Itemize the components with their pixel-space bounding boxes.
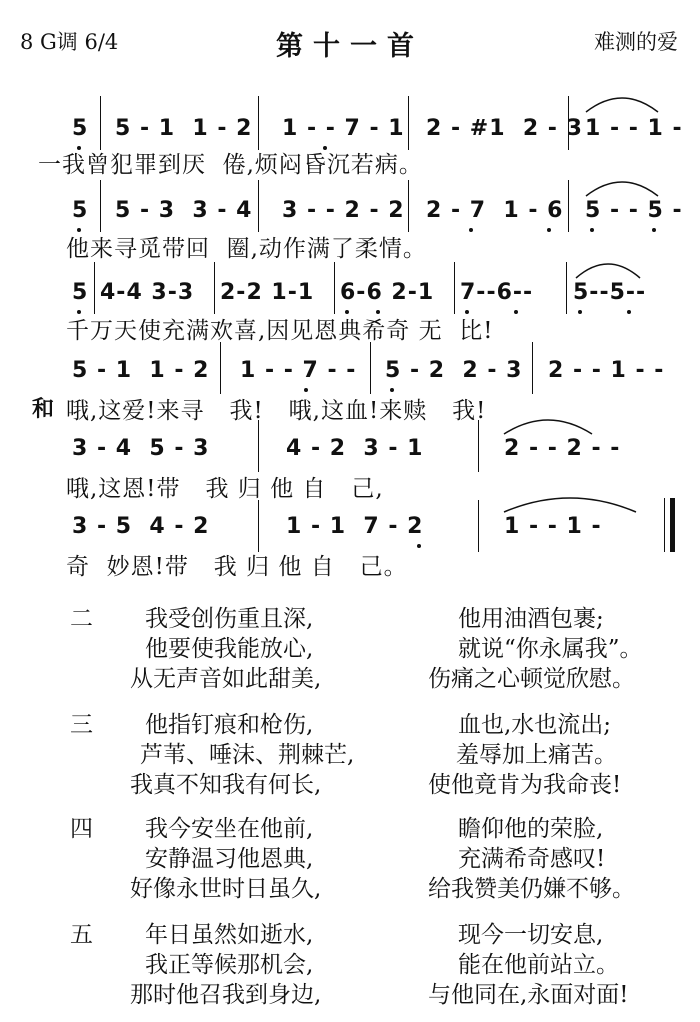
- lyric-line: 他来寻觅带回 圈,动作满了柔情。: [66, 236, 427, 262]
- hymn-subtitle: 难测的爱: [594, 30, 678, 54]
- verse-line-second-half: 充满希奇感叹!: [458, 846, 606, 872]
- measure: 2 - - 2 - -: [504, 436, 621, 461]
- bar-line: [478, 420, 479, 472]
- verse-number: 五: [70, 922, 93, 948]
- measure: 2-2 1-1: [220, 280, 315, 305]
- measure: 2 - - 1 - -: [548, 358, 665, 383]
- low-octave-dot: [652, 228, 656, 232]
- final-bar-line-thick: [670, 498, 675, 552]
- bar-line: [100, 96, 101, 150]
- verse-line-first-half: 我受创伤重且深,: [145, 606, 314, 632]
- bar-line: [220, 342, 221, 394]
- pickup-note: 5: [72, 116, 89, 141]
- measure: 5 - - 5 -: [585, 198, 683, 223]
- low-octave-dot: [514, 310, 518, 314]
- measure: 2 - #1 2 - 3: [426, 116, 583, 141]
- key-time-signature: 8 G调 6/4: [20, 30, 119, 54]
- measure: 5--5--: [573, 280, 647, 305]
- bar-line: [94, 262, 95, 314]
- verse-line-second-half: 就说“你永属我”。: [458, 636, 643, 662]
- measure: 1 - - 7 - -: [240, 358, 357, 383]
- chorus-label: 和: [32, 396, 55, 422]
- low-octave-dot: [578, 310, 582, 314]
- bar-line: [258, 180, 259, 232]
- bar-line: [100, 180, 101, 232]
- tie-arc: [500, 492, 640, 516]
- low-octave-dot: [627, 310, 631, 314]
- measure: 3 - 5 4 - 2: [72, 514, 210, 539]
- verse-line-first-half: 年日虽然如逝水,: [145, 922, 314, 948]
- hymn-title: 第十一首: [276, 31, 424, 62]
- bar-line: [258, 420, 259, 472]
- tie-arc: [572, 258, 644, 282]
- verse-line-second-half: 羞辱加上痛苦。: [456, 742, 617, 768]
- low-octave-dot: [417, 544, 421, 548]
- measure: 6-6 2-1: [340, 280, 435, 305]
- verse-line-first-half: 他要使我能放心,: [145, 636, 314, 662]
- verse-line-first-half: 我正等候那机会,: [145, 952, 314, 978]
- verse-line-second-half: 瞻仰他的荣脸,: [458, 816, 604, 842]
- verse-number: 四: [70, 816, 93, 842]
- lyric-line: 哦,这恩!带 我 归 他 自 己,: [66, 476, 384, 502]
- measure: 7--6--: [460, 280, 534, 305]
- low-octave-dot: [590, 228, 594, 232]
- measure: 3 - - 2 - 2: [282, 198, 405, 223]
- lyric-line: 千万天使充满欢喜,因见恩典希奇 无 比!: [66, 318, 494, 344]
- measure: 5 - 1 1 - 2: [72, 358, 210, 383]
- verse-number: 二: [70, 606, 93, 632]
- lyric-line: 哦,这爱!来寻 我! 哦,这血!来赎 我!: [66, 398, 487, 424]
- bar-line: [568, 180, 569, 232]
- verse-line-second-half: 伤痛之心顿觉欣慰。: [428, 666, 635, 692]
- measure: 1 - - 1 -: [504, 514, 602, 539]
- measure: 3 - 4 5 - 3: [72, 436, 210, 461]
- pickup-note: 5: [72, 198, 89, 223]
- verse-line-first-half: 芦苇、唾沫、荆棘芒,: [140, 742, 355, 768]
- low-octave-dot: [469, 228, 473, 232]
- lyric-line: 奇 妙恩!带 我 归 他 自 己。: [66, 554, 408, 580]
- bar-line: [214, 262, 215, 314]
- verse-line-second-half: 与他同在,永面对面!: [428, 982, 629, 1008]
- tie-arc: [500, 414, 596, 438]
- verse-line-first-half: 安静温习他恩典,: [145, 846, 314, 872]
- low-octave-dot: [547, 228, 551, 232]
- bar-line: [408, 96, 409, 150]
- measure: 4-4 3-3: [100, 280, 195, 305]
- bar-line: [408, 180, 409, 232]
- verse-line-first-half: 我真不知我有何长,: [130, 772, 322, 798]
- measure: 5 - 2 2 - 3: [385, 358, 523, 383]
- measure: 1 - 1 7 - 2: [286, 514, 424, 539]
- verse-line-second-half: 他用油酒包裹;: [458, 606, 604, 632]
- verse-number: 三: [70, 712, 93, 738]
- measure: 2 - 7 1 - 6: [426, 198, 564, 223]
- bar-line: [478, 500, 479, 552]
- measure: 1 - - 1 -: [585, 116, 683, 141]
- measure: 1 - - 7 - 1: [282, 116, 405, 141]
- bar-line: [370, 342, 371, 394]
- bar-line: [258, 500, 259, 552]
- final-bar-line-thin: [664, 498, 665, 552]
- verse-line-second-half: 能在他前站立。: [458, 952, 619, 978]
- measure: 5 - 1 1 - 2: [115, 116, 253, 141]
- bar-line: [568, 96, 569, 150]
- bar-line: [532, 342, 533, 394]
- verse-line-first-half: 我今安坐在他前,: [145, 816, 314, 842]
- pickup-note: 5: [72, 280, 89, 305]
- verse-line-first-half: 那时他召我到身边,: [130, 982, 322, 1008]
- verse-line-second-half: 现今一切安息,: [458, 922, 604, 948]
- measure: 4 - 2 3 - 1: [286, 436, 424, 461]
- tie-arc: [582, 92, 662, 116]
- lyric-line: 一我曾犯罪到厌 倦,烦闷昏沉若病。: [38, 152, 423, 178]
- measure: 5 - 3 3 - 4: [115, 198, 253, 223]
- bar-line: [454, 262, 455, 314]
- verse-line-first-half: 他指钉痕和枪伤,: [145, 712, 314, 738]
- verse-line-second-half: 给我赞美仍嫌不够。: [428, 876, 635, 902]
- verse-line-second-half: 使他竟肯为我命丧!: [428, 772, 622, 798]
- bar-line: [334, 262, 335, 314]
- bar-line: [258, 96, 259, 150]
- bar-line: [566, 262, 567, 314]
- verse-line-first-half: 好像永世时日虽久,: [130, 876, 322, 902]
- verse-line-first-half: 从无声音如此甜美,: [130, 666, 322, 692]
- tie-arc: [582, 176, 662, 200]
- verse-line-second-half: 血也,水也流出;: [458, 712, 612, 738]
